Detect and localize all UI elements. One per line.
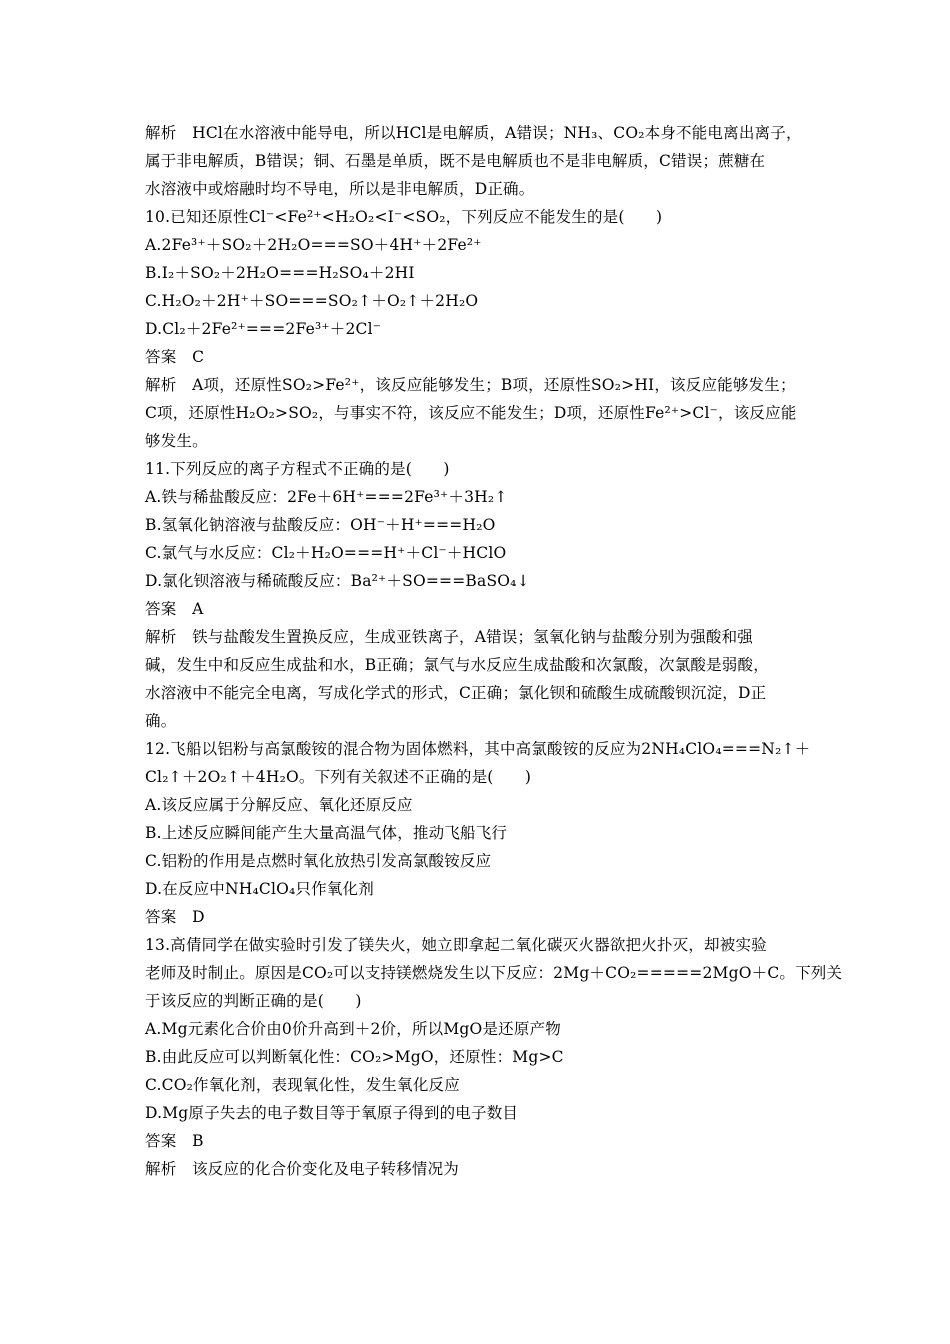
question-11-option-b: B.氢氧化钠溶液与盐酸反应：OH⁻＋H⁺===H₂O: [145, 516, 496, 534]
text-line: 解析 该反应的化合价变化及电子转移情况为: [145, 1160, 460, 1178]
question-11-stem: 11.下列反应的离子方程式不正确的是( ): [145, 460, 450, 478]
text-line: C项，还原性H₂O₂>SO₂，与事实不符，该反应不能发生；D项，还原性Fe²⁺>Cl⁻，该反应能: [145, 404, 797, 422]
text-line: 确。: [145, 712, 177, 730]
text-line: 解析 铁与盐酸发生置换反应，生成亚铁离子，A错误；氢氧化钠与盐酸分别为强酸和强: [145, 628, 753, 646]
question-10-option-c: C.H₂O₂＋2H⁺＋SO===SO₂↑＋O₂↑＋2H₂O: [145, 292, 479, 310]
question-11-answer: 答案 A: [145, 600, 204, 618]
question-13-stem: 13.高倩同学在做实验时引发了镁失火，她立即拿起二氧化碳灭火器欲把火扑灭，却被实验: [145, 936, 767, 954]
question-13-option-d: D.Mg原子失去的电子数目等于氧原子得到的电子数目: [145, 1104, 519, 1122]
question-11-option-a: A.铁与稀盐酸反应：2Fe＋6H⁺===2Fe³⁺＋3H₂↑: [145, 488, 508, 506]
question-13-option-a: A.Mg元素化合价由0价升高到＋2价，所以MgO是还原产物: [145, 1020, 561, 1038]
text-line: 属于非电解质，B错误；铜、石墨是单质，既不是电解质也不是非电解质，C错误；蔗糖在: [145, 152, 766, 170]
question-13-option-c: C.CO₂作氧化剂，表现氧化性，发生氧化反应: [145, 1076, 460, 1094]
question-11-option-d: D.氯化钡溶液与稀硫酸反应：Ba²⁺＋SO===BaSO₄↓: [145, 572, 530, 590]
question-12-option-c: C.铝粉的作用是点燃时氧化放热引发高氯酸铵反应: [145, 852, 492, 870]
text-line: 够发生。: [145, 432, 208, 450]
document-page: [145, 119, 843, 1183]
question-12-stem: 12.飞船以铝粉与高氯酸铵的混合物为固体燃料，其中高氯酸铵的反应为2NH₄ClO₄===N₂↑＋: [145, 740, 811, 758]
question-10-option-d: D.Cl₂＋2Fe²⁺===2Fe³⁺＋2Cl⁻: [145, 320, 382, 338]
text-line: 碱，发生中和反应生成盐和水，B正确；氯气与水反应生成盐酸和次氯酸，次氯酸是弱酸，: [145, 656, 769, 674]
text-line: 水溶液中不能完全电离，写成化学式的形式，C正确；氯化钡和硫酸生成硫酸钡沉淀，D正: [145, 684, 767, 702]
question-13-option-b: B.由此反应可以判断氧化性：CO₂>MgO，还原性：Mg>C: [145, 1048, 564, 1066]
question-12-option-d: D.在反应中NH₄ClO₄只作氧化剂: [145, 880, 374, 898]
question-10-option-a: A.2Fe³⁺＋SO₂＋2H₂O===SO＋4H⁺＋2Fe²⁺: [145, 236, 482, 254]
question-11-option-c: C.氯气与水反应：Cl₂＋H₂O===H⁺＋Cl⁻＋HClO: [145, 544, 507, 562]
question-10-option-b: B.I₂＋SO₂＋2H₂O===H₂SO₄＋2HI: [145, 264, 415, 282]
question-12-answer: 答案 D: [145, 908, 205, 926]
text-line: 解析 A项，还原性SO₂>Fe²⁺，该反应能够发生；B项，还原性SO₂>HI，该反应能够发生；: [145, 376, 796, 394]
question-12-option-a: A.该反应属于分解反应、氧化还原反应: [145, 796, 413, 814]
text-line: 水溶液中或熔融时均不导电，所以是非电解质，D正确。: [145, 180, 535, 198]
question-10-answer: 答案 C: [145, 348, 205, 366]
question-10-stem: 10.已知还原性Cl⁻<Fe²⁺<H₂O₂<I⁻<SO₂，下列反应不能发生的是( ): [145, 208, 663, 226]
question-12-stem: Cl₂↑＋2O₂↑＋4H₂O。下列有关叙述不正确的是( ): [145, 768, 532, 786]
question-13-answer: 答案 B: [145, 1132, 204, 1150]
question-12-option-b: B.上述反应瞬间能产生大量高温气体，推动飞船飞行: [145, 824, 508, 842]
question-13-stem: 老师及时制止。原因是CO₂可以支持镁燃烧发生以下反应：2Mg＋CO₂=====2MgO＋C。下列关: [145, 964, 843, 982]
question-13-stem: 于该反应的判断正确的是( ): [145, 992, 362, 1010]
text-line: 解析 HCl在水溶液中能导电，所以HCl是电解质，A错误；NH₃、CO₂本身不能电离出离子，: [145, 124, 802, 142]
